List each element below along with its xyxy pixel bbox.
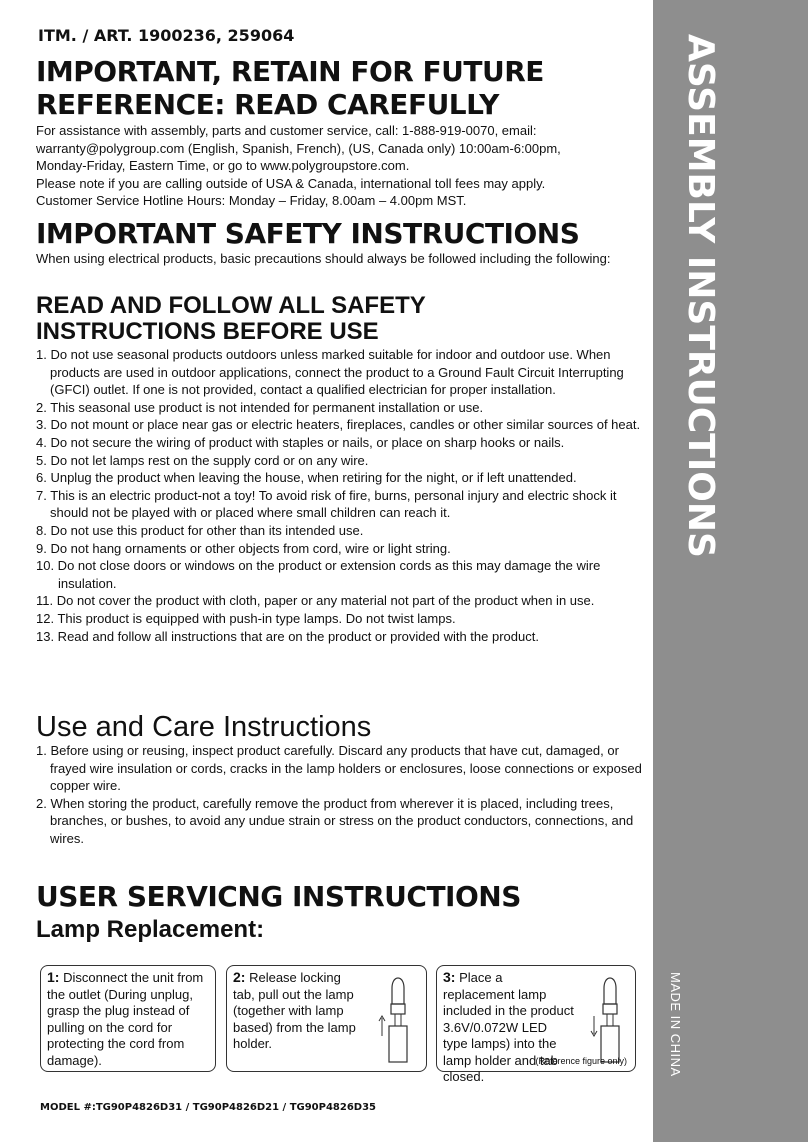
made-in-label: MADE IN CHINA	[668, 972, 683, 1077]
lamp-replacement-heading: Lamp Replacement:	[36, 916, 265, 943]
list-item: 11. Do not cover the product with cloth, paper or any material not part of the product when in use.	[36, 593, 595, 609]
safety-subheading-line2: INSTRUCTIONS BEFORE USE	[36, 318, 379, 345]
list-item: 3. Do not mount or place near gas or electric heaters, fireplaces, candles or other similar sources of heat.	[36, 417, 641, 433]
list-item: 1. Do not use seasonal products outdoors unless marked suitable for indoor and outdoor use. When products are used in outdoor applications, connect the product to a Ground Fault Circuit Interrupting (GFCI) outlet. If one is not provided, contact a qualified electrician for proper installation.	[36, 347, 624, 398]
safety-list	[36, 346, 646, 645]
contact-line: Please note if you are calling outside of USA & Canada, international toll fees may apply.	[36, 175, 546, 191]
list-item: 4. Do not secure the wiring of product with staples or nails, or place on sharp hooks or nails.	[36, 434, 565, 450]
step-2-box	[226, 965, 427, 1072]
list-item: 9. Do not hang ornaments or other objects from cord, wire or light string.	[36, 540, 451, 556]
contact-line: Customer Service Hotline Hours: Monday – Friday, 8.00am – 4.00pm MST.	[36, 193, 467, 209]
safety-subheading-line1: READ AND FOLLOW ALL SAFETY	[36, 292, 426, 319]
safety-heading: IMPORTANT SAFETY INSTRUCTIONS	[36, 217, 580, 250]
contact-line: For assistance with assembly, parts and customer service, call: 1-888-919-0070, email:	[36, 123, 537, 138]
list-item: 7. This is an electric product-not a toy! To avoid risk of fire, burns, personal injury and electric shock it should not be played with or placed where small children can reach it.	[36, 487, 617, 521]
care-list	[36, 742, 646, 848]
step-number: 3:	[443, 969, 456, 985]
item-number: ITM. / ART. 1900236, 259064	[38, 26, 295, 45]
step-number: 2:	[233, 969, 246, 985]
list-item: 2. When storing the product, carefully remove the product from wherever it is placed, including trees, branches, or bushes, to avoid any undue strain or stress on the product conductors, connections, and wires.	[36, 795, 634, 846]
servicing-heading: USER SERVICNG INSTRUCTIONS	[36, 880, 521, 913]
page-title-line1: IMPORTANT, RETAIN FOR FUTURE	[36, 55, 544, 88]
step-text: Place a replacement lamp included in the product 3.6V/0.072W LED type lamps) into the lamp holder and tab closed.	[443, 970, 574, 1084]
list-item: 10. Do not close doors or windows on the product or extension cords as this may damage the wire insulation.	[36, 558, 601, 591]
step-text: Release locking tab, pull out the lamp (together with lamp based) from the lamp holder.	[233, 970, 356, 1051]
reference-note: (Reference figure only)	[535, 1055, 627, 1066]
list-item: 5. Do not let lamps rest on the supply cord or on any wire.	[36, 452, 369, 468]
step-text: Disconnect the unit from the outlet (During unplug, grasp the plug instead of pulling on the cord for protecting the cord from damage).	[47, 970, 204, 1068]
list-item: 13. Read and follow all instructions that are on the product or provided with the product.	[36, 628, 539, 644]
step-3-box	[436, 965, 636, 1084]
model-numbers: MODEL #:TG90P4826D31 / TG90P4826D21 / TG90P4826D35	[40, 1102, 377, 1113]
list-item: 8. Do not use this product for other than its intended use.	[36, 522, 364, 538]
sidebar-title: ASSEMBLY INSTRUCTIONS	[680, 34, 721, 558]
list-item: 2. This seasonal use product is not intended for permanent installation or use.	[36, 399, 484, 415]
page-title-line2: REFERENCE: READ CAREFULLY	[36, 88, 499, 121]
contact-info	[36, 122, 648, 210]
safety-intro: When using electrical products, basic precautions should always be followed including the following:	[36, 251, 611, 266]
care-heading: Use and Care Instructions	[36, 711, 372, 743]
lamp-removal-icon	[377, 974, 419, 1066]
list-item: 1. Before using or reusing, inspect product carefully. Discard any products that have cut, damaged, or frayed wire insulation or cords, cracks in the lamp holders or enclosures, loose connections or exposed copper wire.	[36, 743, 642, 794]
contact-line: Monday-Friday, Eastern Time, or go to www.polygroupstore.com.	[36, 158, 410, 174]
list-item: 12. This product is equipped with push-in type lamps. Do not twist lamps.	[36, 610, 456, 626]
contact-line: warranty@polygroup.com (English, Spanish, French), (US, Canada only) 10:00am-6:00pm,	[36, 140, 561, 156]
step-number: 1:	[47, 969, 60, 985]
step-1-box	[40, 965, 216, 1072]
list-item: 6. Unplug the product when leaving the house, when retiring for the night, or if left unattended.	[36, 470, 577, 486]
